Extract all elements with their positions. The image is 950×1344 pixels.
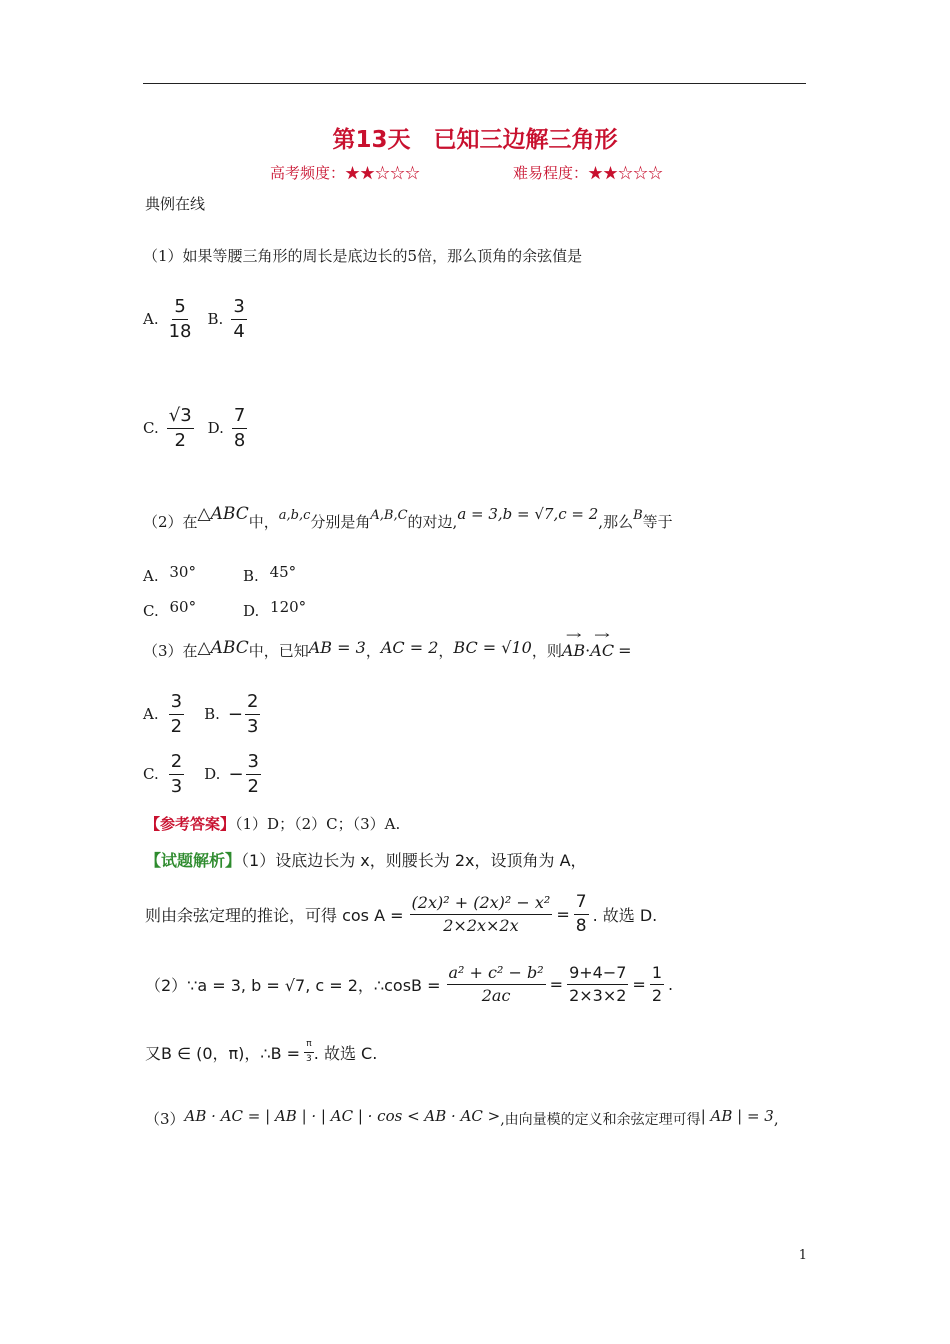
q3-option-d-value bbox=[246, 752, 261, 797]
analysis-line5-end: | AB | = 3 bbox=[700, 1107, 774, 1125]
q3-option-b-label: B. bbox=[204, 705, 220, 724]
analysis-line-4 bbox=[145, 1040, 377, 1065]
q3-vec-ac: → AC bbox=[590, 641, 614, 660]
q1-option-b-value bbox=[231, 297, 246, 342]
analysis-line3-num2: 9+4−7 bbox=[567, 964, 628, 985]
section-label: 典例在线 bbox=[145, 195, 206, 213]
q3-options-cd bbox=[143, 752, 261, 797]
q3-b-sign: − bbox=[227, 703, 243, 725]
q3-triangle: △ABC bbox=[197, 638, 249, 658]
q1-c-num: √3 bbox=[167, 406, 194, 429]
analysis-line3-den1: 2ac bbox=[481, 985, 511, 1005]
q3-ac: AC = 2 bbox=[380, 638, 439, 657]
analysis-line2-eq: = bbox=[556, 904, 570, 924]
q2-sides: a,b,c bbox=[278, 508, 311, 523]
q2-option-d-value: 120° bbox=[270, 598, 307, 616]
q1-d-num: 7 bbox=[232, 406, 247, 429]
q2-suffix: 等于 bbox=[642, 513, 673, 531]
q2-option-b bbox=[243, 563, 297, 585]
q3-d-sign: − bbox=[228, 763, 244, 785]
q2-option-a-label: A. bbox=[143, 567, 159, 585]
q1-options-cd bbox=[143, 406, 247, 451]
analysis-line3-den2: 2×3×2 bbox=[569, 985, 627, 1005]
analysis-line3-frac2 bbox=[567, 964, 628, 1004]
q2-mid2: 分别是角 bbox=[310, 513, 371, 531]
q2-option-d bbox=[243, 598, 307, 620]
analysis-line5-mid: ,由向量模的定义和余弦定理可得 bbox=[500, 1112, 701, 1128]
analysis-line4-prefix: 又B ∈ (0，π)，∴B = bbox=[145, 1043, 301, 1063]
analysis-line3-eq2: = bbox=[632, 974, 646, 994]
q3-a-den: 2 bbox=[170, 715, 183, 737]
q2-prefix: （2）在 bbox=[143, 513, 198, 531]
q3-dot: · bbox=[585, 641, 591, 660]
q2-option-c-value: 60° bbox=[169, 598, 197, 616]
q2-mid1: 中， bbox=[248, 513, 279, 531]
analysis-line4-den: 3 bbox=[306, 1053, 312, 1064]
analysis-line-2 bbox=[145, 893, 657, 935]
q3-d-den: 2 bbox=[247, 775, 259, 797]
q2-triangle: △ABC bbox=[197, 504, 249, 524]
q1-stem: （1）如果等腰三角形的周长是底边长的5倍，那么顶角的余弦值是 bbox=[143, 247, 583, 265]
q1-option-d-label: D. bbox=[207, 419, 224, 438]
q3-b-den: 3 bbox=[246, 715, 259, 737]
q1-option-d-value bbox=[232, 406, 247, 451]
q2-option-a-value: 30° bbox=[169, 563, 196, 581]
q3-prefix: （3）在 bbox=[143, 642, 198, 660]
q1-option-c-value bbox=[167, 406, 194, 451]
analysis-line3-suffix: . bbox=[668, 974, 674, 994]
q3-mid2: ，则 bbox=[531, 642, 562, 660]
analysis-line2-fraction bbox=[410, 894, 553, 934]
q1-b-num: 3 bbox=[231, 297, 246, 320]
answer-line bbox=[145, 813, 400, 834]
q3-a-num: 3 bbox=[169, 692, 184, 715]
frequency-rating: 高考频度：★★☆☆☆ bbox=[270, 164, 421, 182]
analysis-tag: 【试题解析】 bbox=[145, 851, 242, 870]
q3-option-d-label: D. bbox=[204, 765, 221, 784]
analysis-line2-rden: 8 bbox=[575, 915, 587, 936]
analysis-line-5 bbox=[145, 1108, 779, 1129]
page-number: 1 bbox=[798, 1248, 807, 1263]
analysis-line3-frac3 bbox=[650, 964, 664, 1004]
q2-option-b-value: 45° bbox=[269, 563, 297, 581]
q3-c-num: 2 bbox=[169, 752, 184, 775]
q3-eq: = bbox=[618, 641, 632, 660]
q1-option-a-label: A. bbox=[143, 310, 159, 329]
q2-angle-b: B bbox=[633, 508, 643, 523]
q3-option-c-label: C. bbox=[143, 765, 159, 784]
q2-angles: A,B,C bbox=[370, 508, 408, 523]
q3-sep1: ， bbox=[365, 642, 381, 660]
analysis-line3-frac1 bbox=[447, 964, 546, 1004]
analysis-line2-suffix: . 故选 D. bbox=[592, 905, 658, 925]
analysis-line5-comma: , bbox=[773, 1110, 779, 1128]
analysis-line5-formula: AB · AC = | AB | · | AC | · cos < AB · AC > bbox=[184, 1107, 501, 1125]
q3-c-den: 3 bbox=[170, 775, 183, 797]
q1-a-num: 5 bbox=[172, 297, 187, 320]
analysis-line1-text: （1）设底边长为 x，则腰长为 2x，设顶角为 A， bbox=[241, 851, 587, 870]
q1-option-c-label: C. bbox=[143, 419, 159, 438]
q3-d-num: 3 bbox=[246, 752, 261, 775]
q3-ab: AB = 3 bbox=[308, 638, 366, 657]
q3-option-c-value bbox=[169, 752, 184, 797]
q2-option-c bbox=[143, 598, 197, 620]
analysis-line2-num: (2x)² + (2x)² − x² bbox=[410, 894, 553, 915]
q1-option-b-label: B. bbox=[207, 310, 224, 329]
analysis-line3-num1: a² + c² − b² bbox=[447, 964, 546, 985]
analysis-line3-den3: 2 bbox=[651, 985, 663, 1005]
q1-a-den: 18 bbox=[168, 320, 192, 342]
q2-option-c-label: C. bbox=[143, 602, 159, 620]
q1-c-den: 2 bbox=[174, 429, 186, 451]
analysis-line4-suffix: . 故选 C. bbox=[313, 1043, 378, 1063]
q2-mid3: 的对边, bbox=[407, 513, 458, 531]
q3-option-a-label: A. bbox=[143, 705, 159, 724]
analysis-line2-prefix: 则由余弦定理的推论，可得 cos A = bbox=[145, 905, 404, 925]
analysis-line-1 bbox=[145, 848, 587, 871]
q2-mid4: ,那么 bbox=[598, 513, 634, 531]
q3-options-ab bbox=[143, 692, 260, 737]
analysis-line5-prefix: （3） bbox=[145, 1110, 185, 1128]
q3-b-num: 2 bbox=[245, 692, 260, 715]
analysis-line3-prefix: （2）∵a = 3, b = √7, c = 2，∴cosB = bbox=[145, 975, 441, 995]
q1-b-den: 4 bbox=[233, 320, 245, 342]
q3-mid1: 中，已知 bbox=[248, 642, 309, 660]
q3-option-b-value bbox=[245, 692, 260, 737]
answer-tag: 【参考答案】 bbox=[145, 815, 236, 833]
page-title: 第13天 已知三边解三角形 bbox=[332, 127, 618, 153]
analysis-line4-num: π bbox=[304, 1040, 313, 1053]
q1-d-den: 8 bbox=[233, 429, 246, 451]
q2-stem bbox=[143, 504, 673, 532]
q2-option-b-label: B. bbox=[243, 567, 259, 585]
q2-option-a bbox=[143, 563, 196, 585]
analysis-line2-rnum: 7 bbox=[574, 893, 589, 915]
q1-options-ab bbox=[143, 297, 247, 342]
difficulty-rating: 难易程度：★★☆☆☆ bbox=[513, 164, 664, 182]
analysis-line3-num3: 1 bbox=[650, 964, 664, 985]
q3-vec-ab: → AB bbox=[562, 641, 585, 660]
analysis-line-3 bbox=[145, 964, 673, 1004]
analysis-line2-result bbox=[574, 893, 589, 935]
q3-sep2: ， bbox=[438, 642, 454, 660]
q2-option-d-label: D. bbox=[243, 602, 260, 620]
q1-option-a-value bbox=[167, 297, 194, 342]
answer-text: （1）D；（2）C；（3）A. bbox=[235, 815, 401, 833]
q3-option-a-value bbox=[169, 692, 184, 737]
q3-stem bbox=[143, 640, 631, 661]
analysis-line3-eq1: = bbox=[549, 974, 564, 994]
analysis-line4-frac bbox=[304, 1040, 314, 1065]
analysis-line2-den: 2×2x×2x bbox=[443, 915, 519, 935]
q3-bc: BC = √10 bbox=[453, 638, 532, 657]
header-rule bbox=[143, 83, 806, 84]
q2-values: a = 3,b = √7,c = 2 bbox=[457, 505, 599, 523]
